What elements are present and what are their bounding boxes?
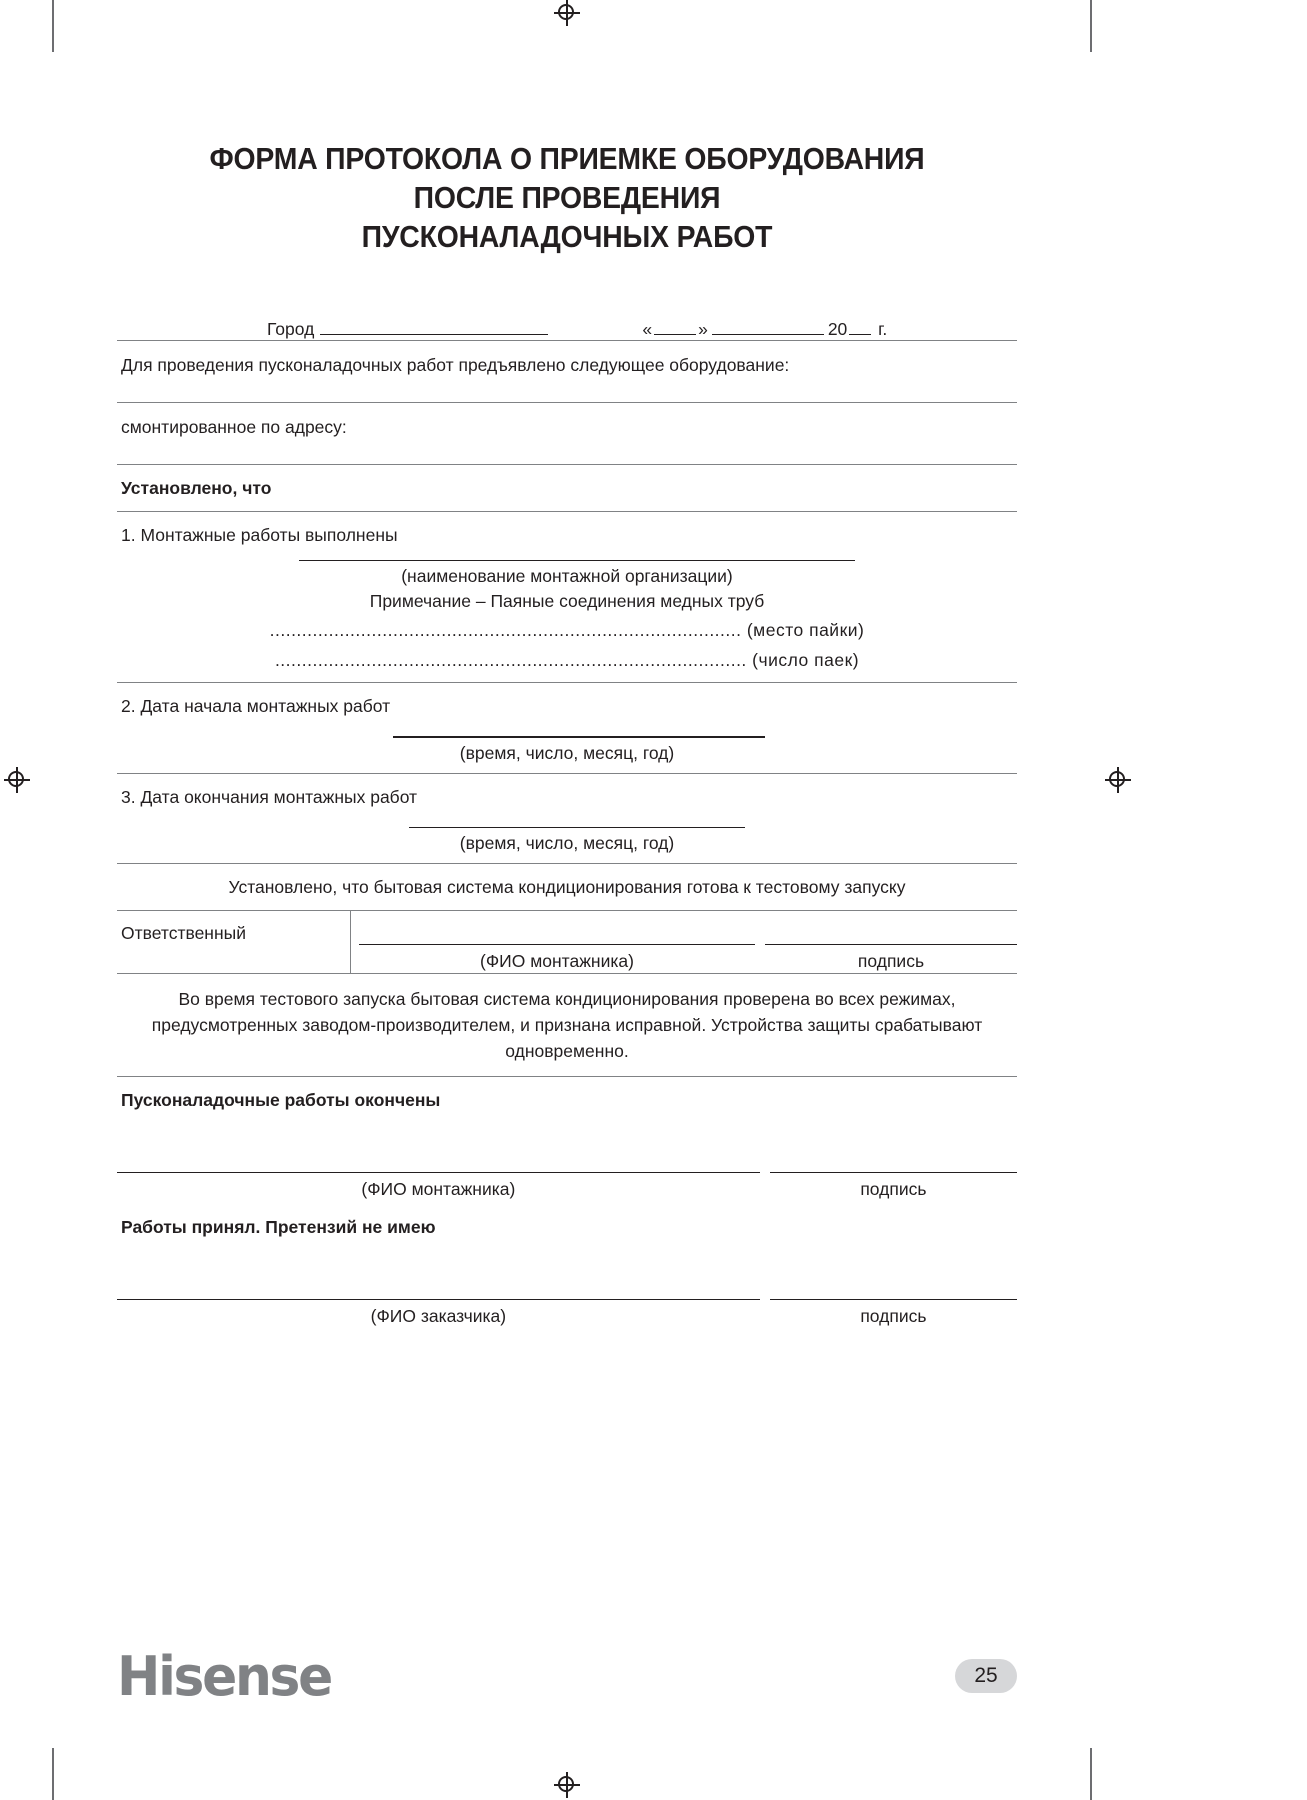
crop-mark-top-right <box>1090 0 1092 52</box>
item-3-text: 3. Дата окончания монтажных работ <box>121 787 418 807</box>
registration-mark-left-icon <box>4 767 30 793</box>
day-input-rule[interactable] <box>654 319 696 335</box>
works-finished-sign-caption: подпись <box>860 1179 927 1199</box>
item-2-date-block <box>117 735 1017 773</box>
crop-mark-top-left <box>52 0 54 52</box>
established-heading-text: Установлено, что <box>121 478 272 498</box>
item-3-date-block <box>117 826 1017 863</box>
org-name-input-rule[interactable] <box>299 559 855 561</box>
solder-place-dots-row[interactable] <box>117 615 1017 643</box>
item-1-org-block <box>117 559 1017 589</box>
responsible-name-column <box>359 943 755 973</box>
responsible-table <box>117 911 1017 973</box>
works-accepted-heading <box>117 1201 1017 1250</box>
responsible-sign-column <box>765 943 1017 973</box>
start-date-input-rule[interactable] <box>393 735 765 738</box>
year-input-rule[interactable] <box>849 319 871 335</box>
page-footer <box>117 1645 1017 1708</box>
document-page <box>117 0 1017 1328</box>
works-accepted-name-column <box>117 1298 760 1328</box>
quote-close: » <box>698 319 708 339</box>
date-group <box>642 319 887 340</box>
registration-circle-icon <box>558 1776 574 1792</box>
solder-count-dots-row[interactable] <box>117 643 1017 682</box>
works-accepted-heading-text: Работы принял. Претензий не имею <box>121 1217 436 1237</box>
solder-count-dots-text: ........................................................................................ (число паек) <box>274 650 860 670</box>
responsible-label: Ответственный <box>121 923 246 943</box>
registration-circle-icon <box>8 771 24 787</box>
test-run-statement-row <box>117 974 1017 1076</box>
address-intro-text: смонтированное по адресу: <box>121 417 347 437</box>
responsible-name-caption: (ФИО монтажника) <box>480 951 634 971</box>
item-2-row <box>117 683 1017 735</box>
end-date-caption: (время, число, месяц, год) <box>459 833 675 853</box>
city-date-row <box>117 319 1017 340</box>
works-finished-name-column <box>117 1171 760 1201</box>
end-date-input-rule[interactable] <box>409 826 745 828</box>
page-title-line-2: ПОСЛЕ ПРОВЕДЕНИЯ <box>413 181 721 215</box>
works-accepted-name-caption: (ФИО заказчика) <box>370 1306 507 1326</box>
solder-place-dots-text: ........................................................................................ (место пайки) <box>269 620 865 640</box>
address-intro-row <box>117 403 1017 464</box>
ready-statement-row <box>117 864 1017 910</box>
works-finished-sign-column <box>770 1171 1017 1201</box>
registration-circle-icon <box>1109 771 1125 787</box>
city-input-rule[interactable] <box>320 319 548 335</box>
works-finished-heading <box>117 1077 1017 1123</box>
year-suffix: г. <box>878 319 888 339</box>
page-title-line-3: ПУСКОНАЛАДОЧНЫХ РАБОТ <box>361 220 773 254</box>
year-prefix: 20 <box>827 319 848 339</box>
responsible-sign-caption: подпись <box>857 951 925 971</box>
works-accepted-sign-column <box>770 1298 1017 1328</box>
hisense-logo: Hisense <box>117 1645 331 1708</box>
crop-mark-bottom-right <box>1090 1748 1092 1800</box>
test-run-statement-text: Во время тестового запуска бытовая система кондиционирования проверена во всех режимах, предусмотренных заводом-производителем, и признана исправной. Устройства защиты срабатывают одновременно. <box>151 989 983 1061</box>
item-1-note-text: Примечание – Паяные соединения медных труб <box>369 591 765 611</box>
item-1-note <box>117 589 1017 615</box>
works-finished-name-caption: (ФИО монтажника) <box>361 1179 516 1199</box>
item-3-row <box>117 774 1017 826</box>
equipment-intro-row <box>117 341 1017 402</box>
month-input-rule[interactable] <box>712 319 824 335</box>
item-2-text: 2. Дата начала монтажных работ <box>121 696 391 716</box>
registration-mark-bottom-icon <box>554 1772 580 1798</box>
item-1-text: 1. Монтажные работы выполнены <box>121 525 398 545</box>
ready-statement-text: Установлено, что бытовая система кондиционирования готова к тестовому запуску <box>228 877 906 897</box>
crop-mark-bottom-left <box>52 1748 54 1800</box>
works-finished-signature-group <box>117 1123 1017 1201</box>
page-number-badge: 25 <box>955 1659 1017 1693</box>
equipment-intro-text: Для проведения пусконаладочных работ предъявлено следующее оборудование: <box>121 355 790 375</box>
works-accepted-sign-caption: подпись <box>860 1306 927 1326</box>
page-title <box>149 0 986 257</box>
registration-mark-right-icon <box>1105 767 1131 793</box>
established-heading <box>117 465 1017 511</box>
item-1-row <box>117 512 1017 559</box>
works-finished-heading-text: Пусконаладочные работы окончены <box>121 1090 441 1110</box>
responsible-signature-cell <box>351 911 1017 973</box>
works-accepted-signature-group <box>117 1250 1017 1328</box>
org-name-caption: (наименование монтажной организации) <box>401 566 733 586</box>
responsible-label-cell <box>117 911 351 973</box>
page-title-line-1: ФОРМА ПРОТОКОЛА О ПРИЕМКЕ ОБОРУДОВАНИЯ <box>209 142 925 176</box>
start-date-caption: (время, число, месяц, год) <box>459 743 675 763</box>
city-label: Город <box>267 319 315 339</box>
quote-open: « <box>642 319 653 339</box>
